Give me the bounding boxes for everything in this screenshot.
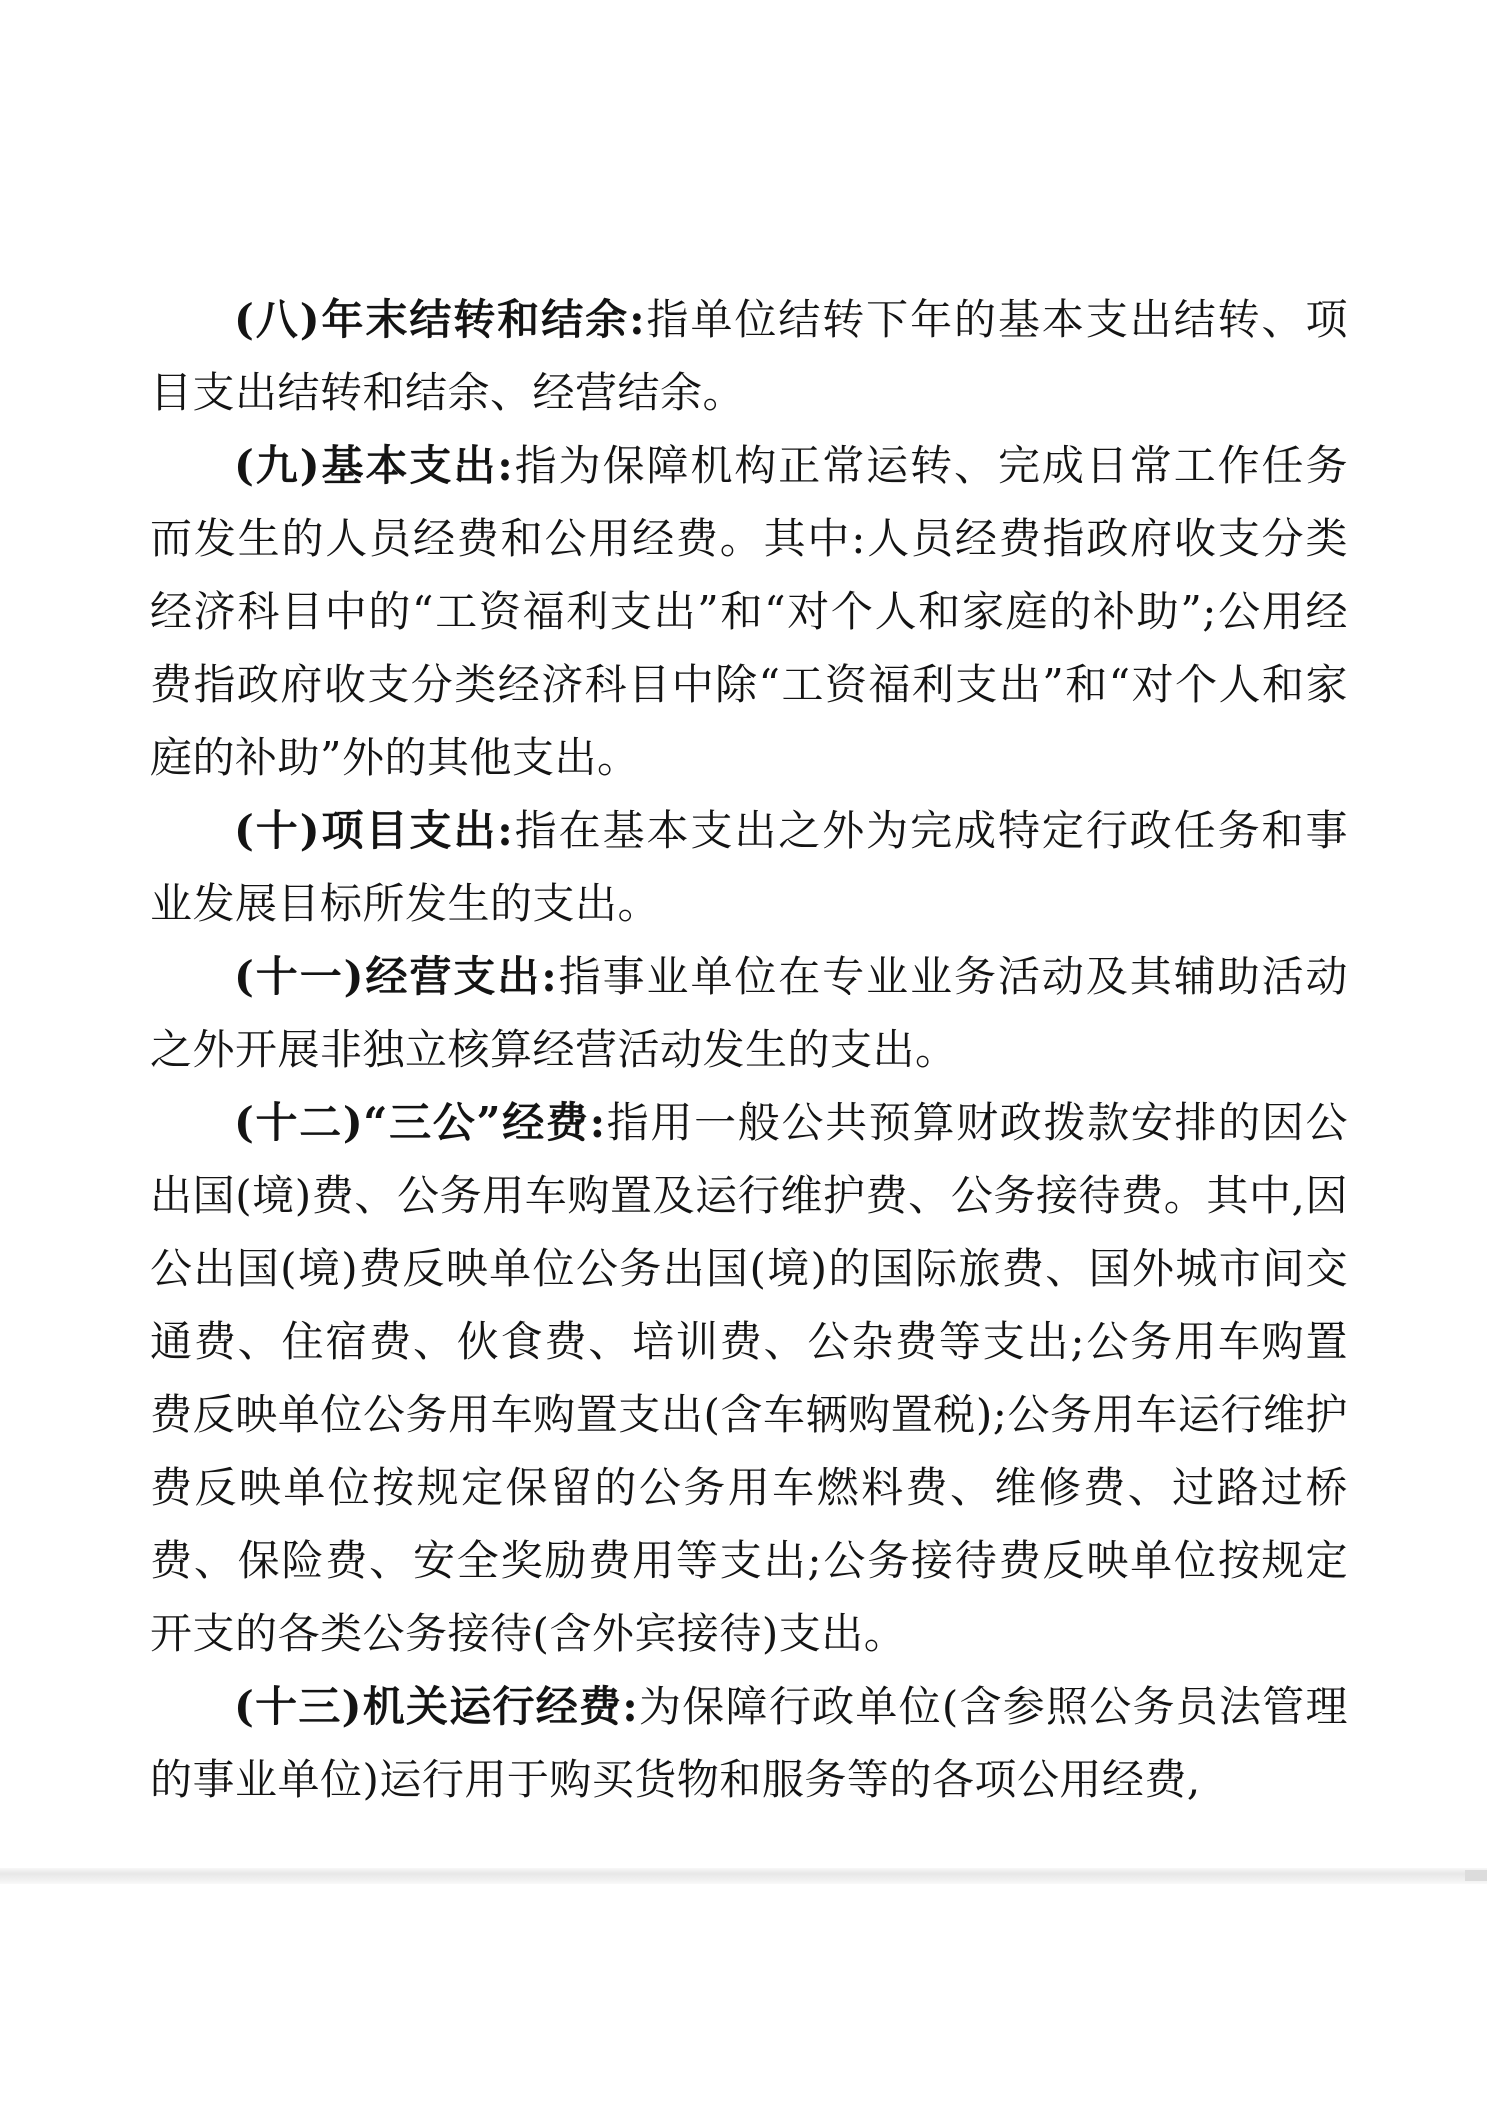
document-body-text — [150, 283, 1348, 1816]
page-break-shadow — [0, 1868, 1487, 1884]
paragraph-text: 指在基本支出之外为完成特定行政任务和事业发展目标所发生的支出。 — [150, 806, 1348, 928]
paragraph-9-basic-expenditure — [150, 429, 1348, 794]
paragraph-label: (十三)机关运行经费: — [234, 1682, 639, 1731]
paragraph-12-three-public-funds — [150, 1086, 1348, 1670]
paragraph-8-year-end-carryover — [150, 283, 1348, 429]
paragraph-text: 指单位结转下年的基本支出结转、项目支出结转和结余、经营结余。 — [150, 295, 1348, 417]
paragraph-text: 指事业单位在专业业务活动及其辅助活动之外开展非独立核算经营活动发生的支出。 — [150, 952, 1348, 1074]
paragraph-label: (十一)经营支出: — [234, 952, 558, 1001]
paragraph-10-project-expenditure — [150, 794, 1348, 940]
paragraph-label: (十)项目支出: — [234, 806, 514, 855]
paragraph-label: (八)年末结转和结余: — [234, 295, 646, 344]
paragraph-text: 指为保障机构正常运转、完成日常工作任务而发生的人员经费和公用经费。其中:人员经费指政府收支分类经济科目中的“工资福利支出”和“对个人和家庭的补助”;公用经费指政府收支分类经济科目中除“工资福利支出”和“对个人和家庭的补助”外的其他支出。 — [150, 441, 1348, 782]
paragraph-label: (九)基本支出: — [234, 441, 514, 490]
paragraph-label: (十二)“三公”经费: — [234, 1098, 606, 1147]
paragraph-11-operating-expenditure — [150, 940, 1348, 1086]
paragraph-text: 为保障行政单位(含参照公务员法管理的事业单位)运行用于购买货物和服务等的各项公用经费, — [150, 1682, 1349, 1804]
page-edge-notch — [1465, 1870, 1487, 1881]
paragraph-text: 指用一般公共预算财政拨款安排的因公出国(境)费、公务用车购置及运行维护费、公务接待费。其中,因公出国(境)费反映单位公务出国(境)的国际旅费、国外城市间交通费、住宿费、伙食费、培训费、公杂费等支出;公务用车购置费反映单位公务用车购置支出(含车辆购置税);公务用车运行维护费反映单位按规定保留的公务用车燃料费、维修费、过路过桥费、保险费、安全奖励费用等支出;公务接待费反映单位按规定开支的各类公务接待(含外宾接待)支出。 — [150, 1098, 1348, 1658]
paragraph-13-agency-operating-funds — [150, 1670, 1348, 1816]
